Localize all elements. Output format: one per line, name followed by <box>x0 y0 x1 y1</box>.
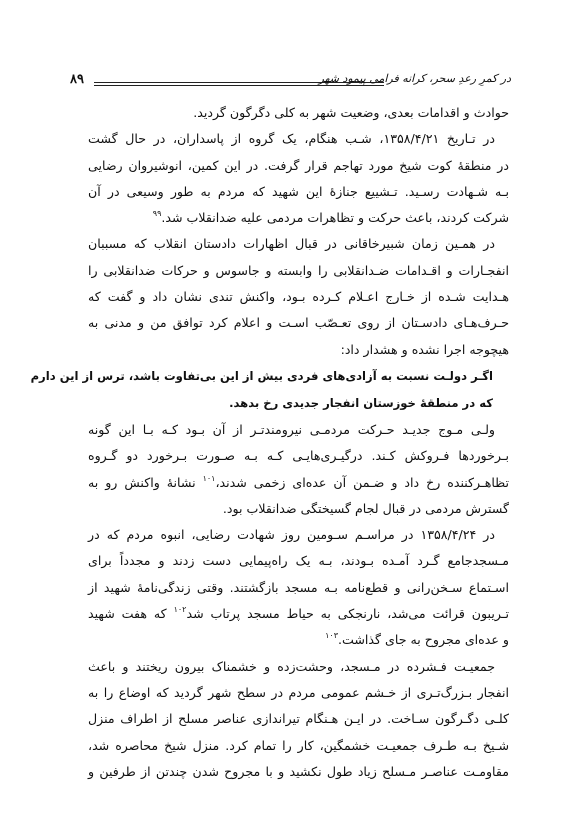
text-line: تـریبون قرائت می‌شد، نارنجکی به حیاط مسجد پرتاب شد$^{۱۰۲}$ که هفت شهید <box>88 605 509 622</box>
text-line: و عده‌ای مجروح به جای گذاشت.$^{۱۰۳}$ <box>325 631 509 648</box>
text-line: شـیخ بـه طـرف جمعیـت خشمگین، کار را تمام کرد. منزل شیخ محاصره شد، <box>88 737 509 753</box>
footnote-marker: ۱۰۳ <box>325 631 339 641</box>
text-line: حـرف‌هـای دادسـتان از روی تعـصّب اسـت و اعلام کرد توافق من و مدنی به <box>88 315 509 331</box>
text-line: اسـتماع سـخن‌رانی و قطع‌نامه بـه مسجد بازگشتند. وقتی زندگی‌نامهٔ شهید از <box>88 579 509 595</box>
text-line: جمعیـت فـشرده در مـسجد، وحشت‌زده و خشمناک بیرون ریختند و باعث <box>88 658 495 674</box>
text-line: حوادث و اقدامات بعدی، وضعیت شهر به کلی دگرگون گردید. <box>193 105 509 120</box>
text-line: انفجـارات و اقـدامات ضـدانقلابی را وابسته و جاسوس و حرکات ضدانقلابی را <box>88 262 509 278</box>
text-line: ولـی مـوج جدیـد حـرکت مردمـی نیرومندتـر از آن بـود کـه بـا این گونه <box>88 421 495 437</box>
page-header <box>70 70 511 94</box>
text-line: در ۱۳۵۸/۴/۲۴ در مراسـم سـومین روز شهادت رضایی، انبوه مردم که در <box>88 527 495 543</box>
text-line: در همـین زمان شبیرخاقانی در قبال اظهارات دادستان انقلاب که مسببان <box>88 236 495 252</box>
text-line: تظاهـرکننده رخ داد و ضـمن آن عده‌ای زخمی شدند،$^{۱۰۱}$ نشانهٔ واکنش رو به <box>88 473 510 490</box>
running-title: در کمرِ رعدِ سحر، کرانه فرامی پیمود شهر <box>318 72 511 85</box>
text-line: در منطقهٔ کوت شیخ مورد تهاجم قرار گرفت. در این کمین، انوشیروان رضایی <box>88 157 509 173</box>
text-line: بـه شـهادت رسـید. تـشییع جنازهٔ این شهید که مردم به طور وسیعی در آن <box>88 183 509 199</box>
text-line: مقاومـت عناصـر مـسلح زیاد طول نکشید و با مجروح شدن چندتن از طرفین و <box>88 763 509 779</box>
text-line: انفجار بـزرگ‌تـری از خـشم عمومی مردم در سطح شهر گردید که اوضاع را به <box>88 684 509 700</box>
header-rule-second <box>94 85 384 86</box>
text-line: کلـی دگـرگون سـاخت. در ایـن هـنگام تیراندازی عناصر مسلح از اطراف منزل <box>88 711 509 727</box>
text-line: شرکت کردند، باعث حرکت و تظاهرات مردمی علیه ضدانقلاب شد.$^{۹۹}$ <box>152 209 509 226</box>
footnote-marker: ۱۰۱ <box>202 473 216 483</box>
text-line: هـدایت شـده از خـارج اعـلام کـرده بـود، واکنش تندی نشان داد و گفت که <box>88 289 509 305</box>
footnote-marker: ۱۰۲ <box>173 605 187 615</box>
quote-line: که در منطقهٔ خوزستان انفجار جدیدی رخ بدهد. <box>229 395 493 410</box>
body-text <box>30 100 510 785</box>
page-number: ۸۹ <box>70 72 84 87</box>
text-line: مـسجدجامع گـرد آمـده بـودند، بـه یک راه‌پیمایی دست زدند و مجدداً برای <box>88 553 509 569</box>
text-line: در تـاریخ ۱۳۵۸/۴/۲۱، شـب هنگام، یک گروه از پاسداران، در حال گشت <box>88 131 495 147</box>
text-line: بـرخوردها فـروکش کـند. درگیـری‌هایـی کـه بـه صـورت بـرخورد دو گـروه <box>88 448 509 464</box>
text-line: هیچوجه اجرا نشده و هشدار داد: <box>340 341 509 357</box>
quote-line: اگـر دولـت نسبت به آزادی‌های فردی بیش از این بی‌تفاوت باشد، ترس از این دارم <box>30 368 493 383</box>
footnote-marker: ۹۹ <box>152 209 162 219</box>
text-line: گسترش مردمی در قبال لجام گسیختگی ضدانقلاب بود. <box>222 500 509 516</box>
